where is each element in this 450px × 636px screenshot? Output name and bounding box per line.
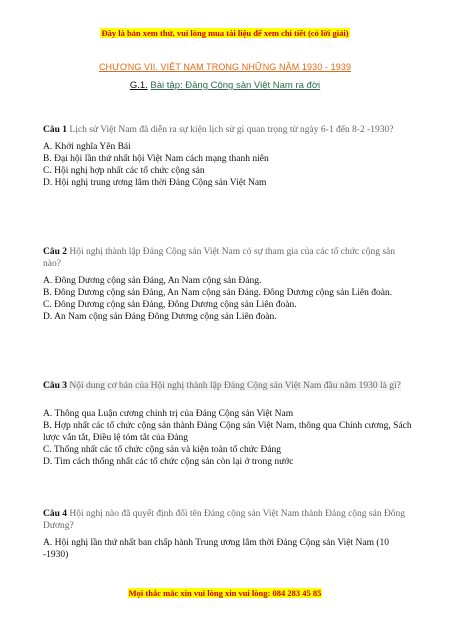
question-3: [43, 380, 413, 468]
option-d: D. An Nam cộng sản Đảng Đông Dương cộng sản Liên đoàn.: [43, 312, 277, 322]
question-text: Nội dung cơ bản của Hội nghị thành lập Đảng Cộng sản Việt Nam đầu năm 1930 là gì?: [69, 381, 401, 391]
option-d: D. Tìm cách thống nhất các tổ chức cộng sản còn lại ở trong nước: [43, 457, 294, 467]
question-4: [43, 508, 413, 561]
option-list: [43, 275, 413, 323]
contact-notice: [0, 588, 450, 598]
preview-notice-text: Đây là bản xem thử, vui lòng mua tài liệu để xem chi tiết (có lời giải): [101, 28, 349, 38]
chapter-title: CHƯƠNG VII. VIỆT NAM TRONG NHỮNG NĂM 1930 - 1939: [98, 62, 352, 72]
question-stem: [43, 508, 413, 532]
option-a: A. Khởi nghĩa Yên Bái: [43, 142, 131, 152]
option-d: D. Hội nghị trung ương lâm thời Đảng Cộng sản Việt Nam: [43, 178, 267, 188]
option-b: B. Đại hội lần thứ nhất hội Việt Nam cách mạng thanh niên: [43, 154, 269, 164]
question-label: Câu 1: [43, 125, 68, 135]
option-list: [43, 537, 413, 561]
option-a: A. Thông qua Luận cương chính trị của Đảng Cộng sản Việt Nam: [43, 409, 294, 419]
option-list: [43, 141, 413, 189]
section-title-link[interactable]: Bài tập: Đảng Cộng sản Việt Nam ra đời: [150, 80, 321, 91]
section-heading: [0, 80, 450, 91]
shaded-stem: [43, 381, 401, 391]
question-text: Lịch sử Việt Nam đã diễn ra sự kiện lịch sử gì quan trọng từ ngày 6-1 đến 8-2 -1930?: [69, 125, 394, 135]
question-stem: [43, 380, 413, 392]
question-text: Hội nghị nào đã quyết định đổi tên Đảng cộng sản Việt Nam thành Đảng cộng sản Đông Dương?: [43, 509, 406, 531]
section-number: G.1.: [129, 80, 148, 91]
question-stem: [43, 124, 413, 136]
option-c: C. Hội nghị hợp nhất các tổ chức cộng sản: [43, 166, 205, 176]
question-2: [43, 246, 413, 323]
option-list: [43, 408, 413, 468]
question-label: Câu 3: [43, 381, 68, 391]
question-label: Câu 4: [43, 509, 68, 519]
option-a: A. Hội nghị lần thứ nhất ban chấp hành Trung ương lâm thời Đảng Cộng sản Việt Nam (10 -1930): [43, 538, 389, 560]
option-a: A. Đông Dương cộng sản Đảng, An Nam cộng sản Đảng.: [43, 276, 262, 286]
option-b: B. Hợp nhất các tổ chức cộng sản thành Đảng Cộng sản Việt Nam, thông qua Chính cương, Sách lược vắn tắt, Điều lệ tóm tắt của Đảng: [43, 421, 412, 443]
question-stem: [43, 246, 413, 270]
question-text: Hội nghị thành lập Đảng Cộng sản Việt Nam có sự tham gia của các tổ chức cộng sản nào?: [43, 247, 396, 269]
contact-notice-text: Mọi thắc mắc xin vui lòng xin vui lòng: 084 283 45 85: [128, 588, 322, 598]
option-b: B. Đông Dương cộng sản Đảng, An Nam cộng sản Đảng. Đông Dương cộng sản Liên đoàn.: [43, 288, 393, 298]
option-c: C. Thống nhất các tổ chức cộng sản và kiện toàn tổ chức Đảng: [43, 445, 282, 455]
option-c: C. Đông Dương cộng sản Đảng, Đông Dương cộng sản Liên đoàn.: [43, 300, 297, 310]
preview-notice: [0, 28, 450, 38]
question-label: Câu 2: [43, 247, 68, 257]
question-1: [43, 124, 413, 189]
